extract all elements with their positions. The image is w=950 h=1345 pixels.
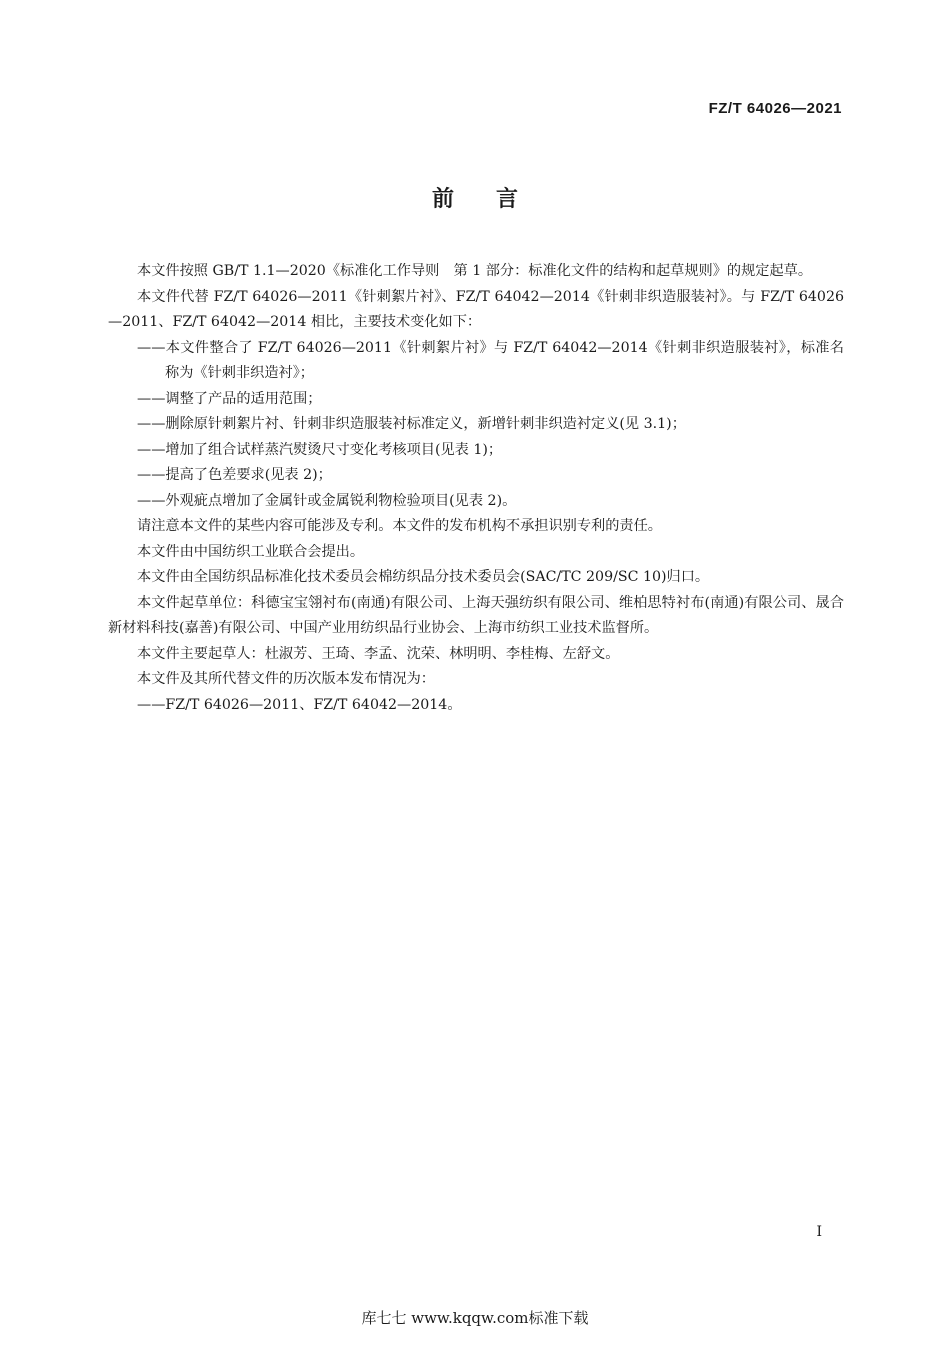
list-item: ——删除原针刺絮片衬、针刺非织造服装衬标准定义，新增针刺非织造衬定义(见 3.1)； bbox=[137, 416, 686, 432]
footer-site-text: 库七七 www.kqqw.com标准下载 bbox=[361, 1309, 589, 1327]
list-item: ——外观疵点增加了金属针或金属锐利物检验项目(见表 2)。 bbox=[137, 492, 517, 509]
list-item: ——FZ/T 64026—2011、FZ/T 64042—2014。 bbox=[137, 696, 462, 713]
page-title-char-2: 言 bbox=[496, 187, 519, 212]
paragraph: 请注意本文件的某些内容可能涉及专利。本文件的发布机构不承担识别专利的责任。 bbox=[137, 518, 662, 534]
foreword-body bbox=[108, 259, 844, 718]
paragraph: 本文件按照 GB/T 1.1—2020《标准化工作导则 第 1 部分：标准化文件的结构和起草规则》的规定起草。 bbox=[137, 263, 813, 279]
paragraph: 本文件主要起草人：杜淑芳、王琦、李孟、沈荣、林明明、李桂梅、左舒文。 bbox=[137, 645, 620, 662]
standard-number: FZ/T 64026—2021 bbox=[708, 100, 842, 117]
list-item: ——本文件整合了 FZ/T 64026—2011《针刺絮片衬》与 FZ/T 64042—2014《针刺非织造服装衬》，标准名称为《针刺非织造衬》； bbox=[137, 339, 844, 381]
paragraph: 本文件代替 FZ/T 64026—2011《针刺絮片衬》、FZ/T 64042—2014《针刺非织造服装衬》。与 FZ/T 64026—2011、FZ/T 64042—2014 相比，主要技术变化如下： bbox=[108, 288, 844, 330]
list-item: ——提高了色差要求(见表 2)； bbox=[137, 467, 332, 483]
list-item: ——增加了组合试样蒸汽熨烫尺寸变化考核项目(见表 1)； bbox=[137, 441, 503, 458]
paragraph: 本文件起草单位：科德宝宝翎衬布(南通)有限公司、上海天强纺织有限公司、维柏思特衬布(南通)有限公司、晟合新材料科技(嘉善)有限公司、中国产业用纺织品行业协会、上海市纺织工业技术监督所。 bbox=[108, 594, 844, 636]
paragraph: 本文件及其所代替文件的历次版本发布情况为： bbox=[137, 671, 435, 687]
page-title bbox=[0, 182, 950, 213]
page-title-char-1: 前 bbox=[431, 187, 454, 212]
page-number: I bbox=[816, 1224, 822, 1240]
list-item: ——调整了产品的适用范围； bbox=[137, 390, 322, 407]
paragraph: 本文件由全国纺织品标准化技术委员会棉纺织品分技术委员会(SAC/TC 209/SC 10)归口。 bbox=[137, 569, 710, 585]
paragraph: 本文件由中国纺织工业联合会提出。 bbox=[137, 543, 365, 560]
